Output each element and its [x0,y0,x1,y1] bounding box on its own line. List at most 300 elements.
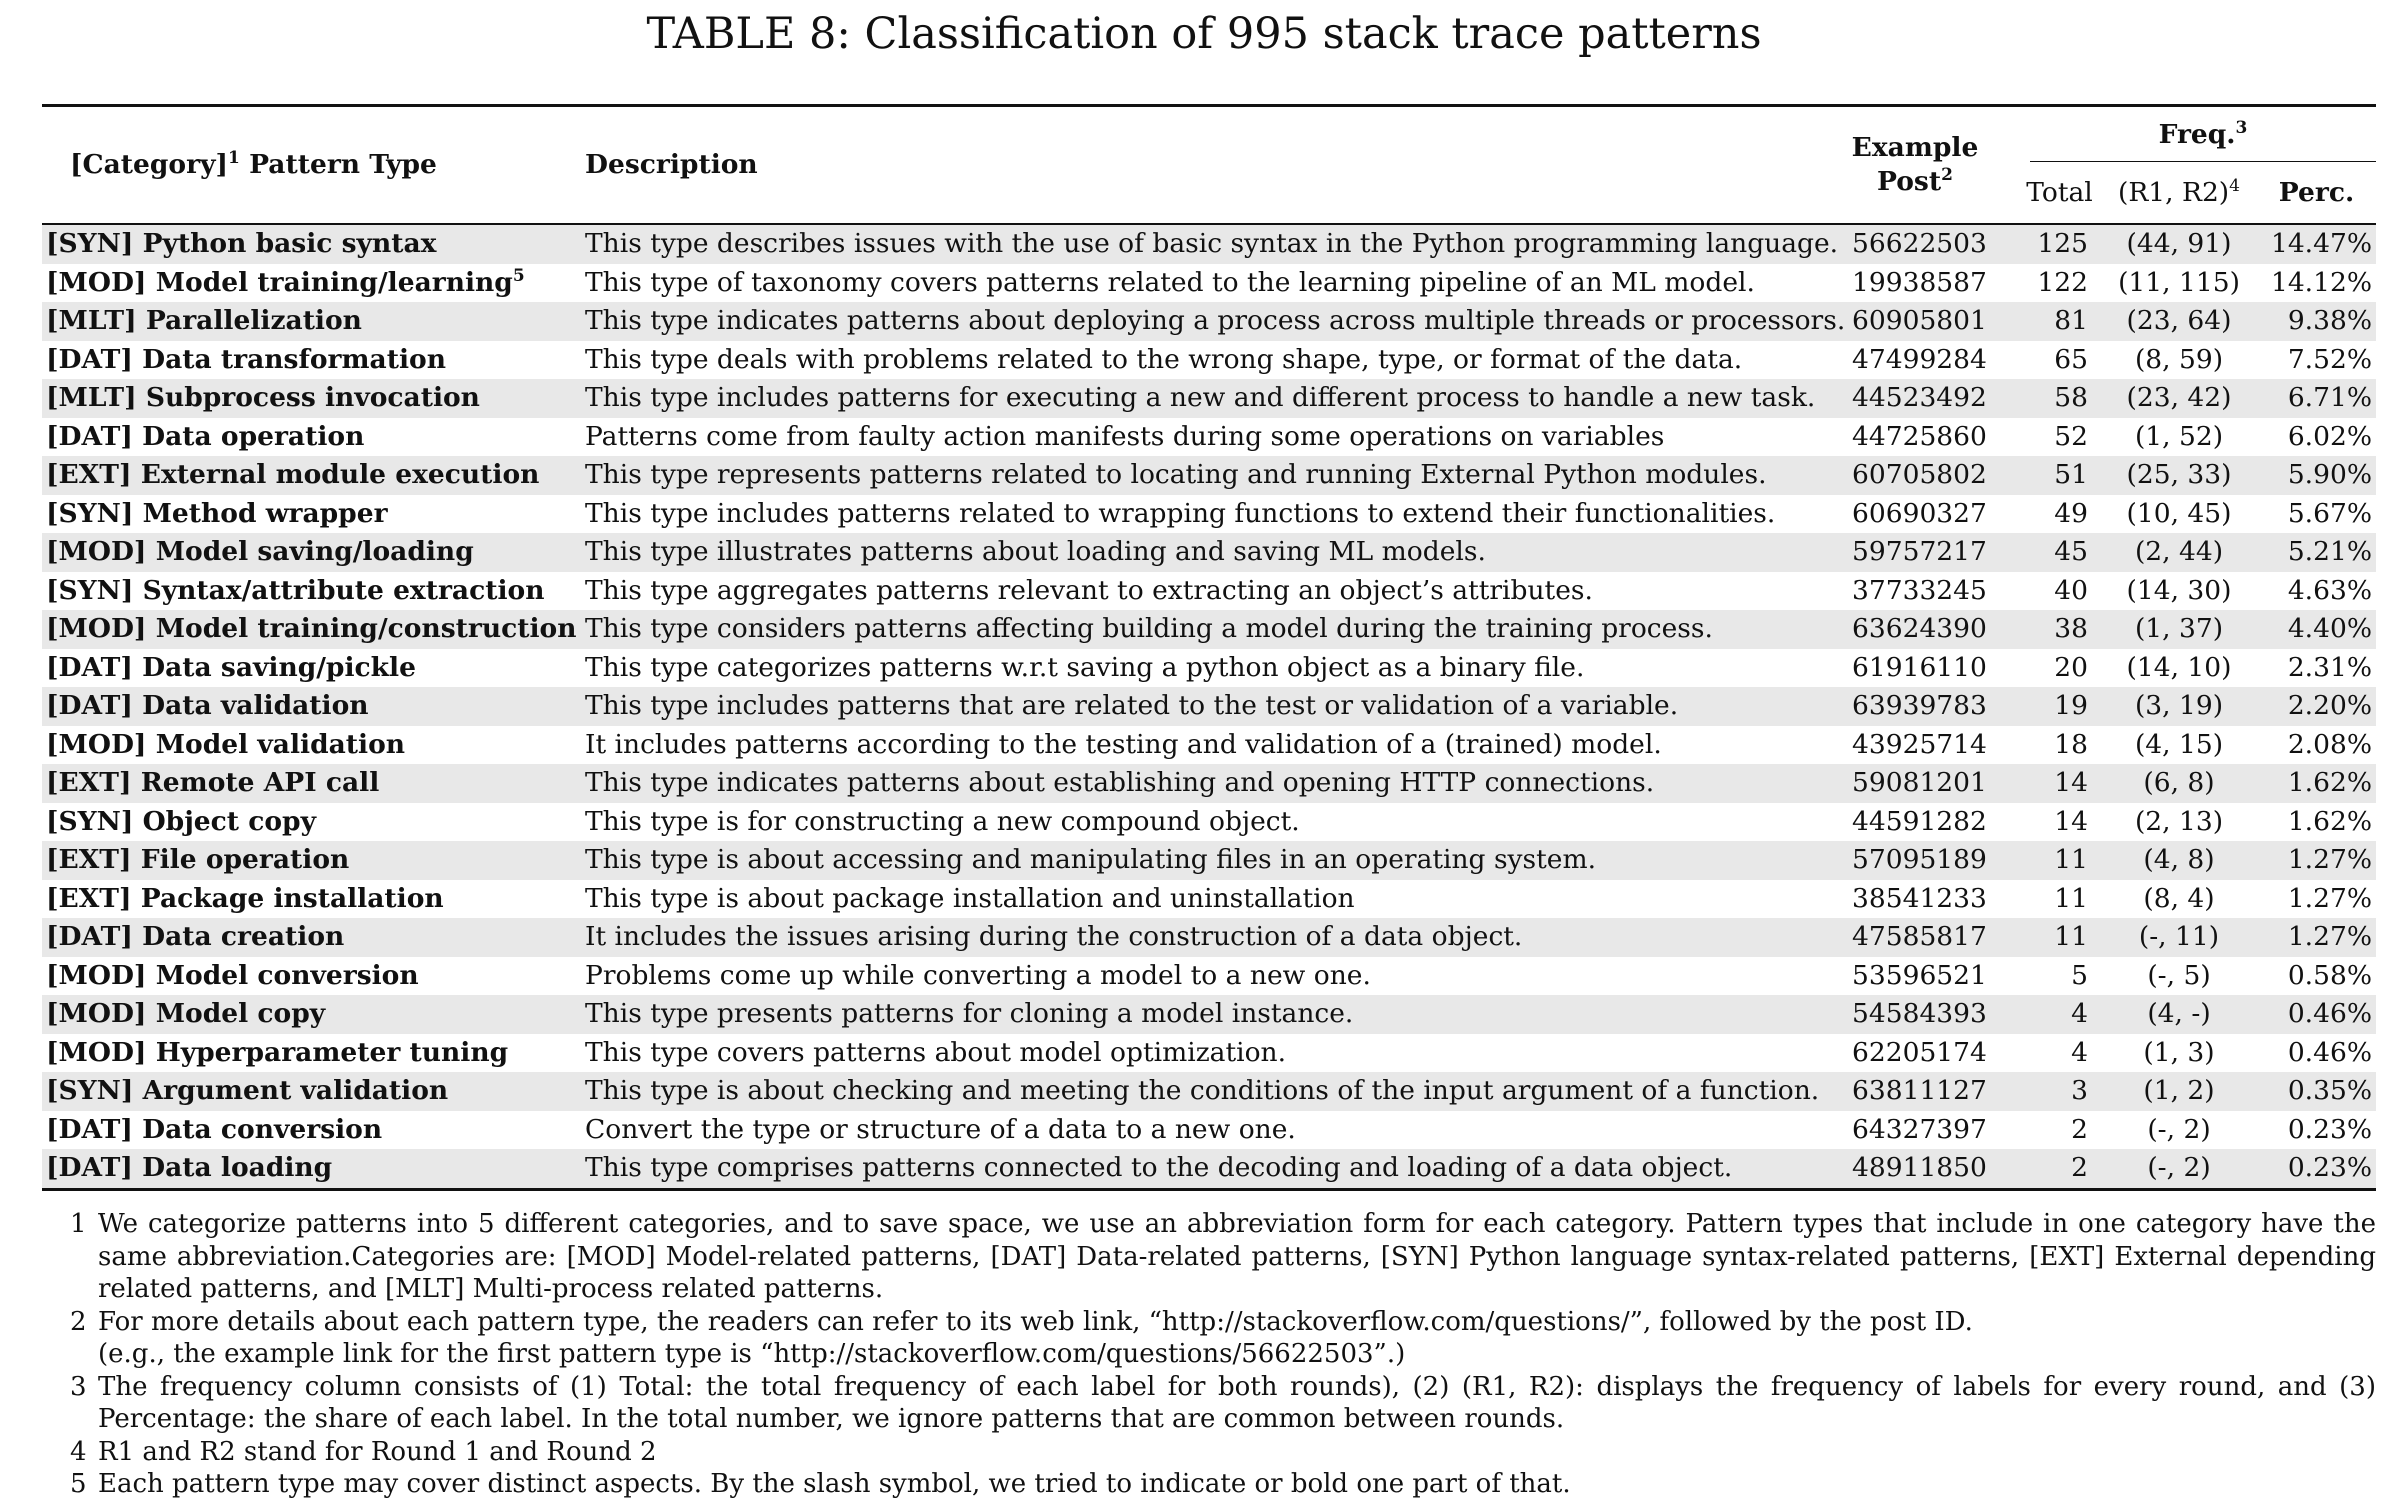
footnote-item [42,1468,2376,1501]
header-r1r2-label: (R1, R2) [2118,177,2230,208]
r1r2-cell-text: (4, 8) [2143,844,2215,876]
footnote-number: 4 [70,1436,87,1467]
pattern-type-cell [42,1034,573,1073]
percentage-cell [2257,649,2376,688]
table-row [42,841,2376,880]
pattern-type-cell-text: [SYN] Method wrapper [46,497,388,529]
example-post-cell-text: 44591282 [1852,805,1987,837]
percentage-cell-text: 2.31% [2287,651,2372,683]
header-freq-label: Freq. [2158,118,2236,150]
description-cell-text: This type is about accessing and manipulating files in an operating system. [585,844,1596,876]
pattern-type-cell [42,995,573,1034]
total-cell-text: 11 [2054,844,2088,876]
total-cell-text: 11 [2054,882,2088,914]
r1r2-cell [2101,995,2257,1034]
r1r2-cell-text: (6, 8) [2143,767,2215,799]
description-cell-text: This type includes patterns for executing a new and different process to handle a new task. [585,382,1816,414]
pattern-type-cell-text: [DAT] Data conversion [46,1113,383,1145]
total-cell-text: 20 [2054,651,2088,683]
r1r2-cell-text: (-, 2) [2147,1152,2211,1184]
example-post-cell-text: 59081201 [1852,767,1987,799]
example-post-cell [1812,264,2018,303]
pattern-type-cell-text: [EXT] Remote API call [46,767,380,799]
r1r2-cell-text: (-, 11) [2138,921,2220,953]
table-body [42,224,2376,1189]
pattern-type-cell-text: [DAT] Data saving/pickle [46,651,416,683]
r1r2-cell [2101,726,2257,765]
r1r2-cell [2101,1072,2257,1111]
r1r2-cell [2101,341,2257,380]
pattern-type-cell [42,379,573,418]
r1r2-cell [2101,302,2257,341]
r1r2-cell [2101,224,2257,264]
footnote-item [42,1306,2376,1371]
example-post-cell [1812,726,2018,765]
description-cell [573,1149,1812,1189]
pattern-type-cell [42,957,573,996]
description-cell [573,379,1816,418]
total-cell [2018,456,2101,495]
percentage-cell [2257,610,2376,649]
example-post-cell-text: 56622503 [1852,228,1987,260]
r1r2-cell-text: (14, 10) [2126,651,2232,683]
total-cell-text: 19 [2054,690,2088,722]
pattern-type-cell-text: [MOD] Model conversion [46,959,419,991]
description-cell [573,341,1812,380]
header-pattern-type-label: Pattern Type [239,149,437,180]
header-example-post [1812,106,2018,225]
r1r2-cell-text: (4, 15) [2134,728,2224,760]
example-post-cell [1812,418,2018,457]
table-row [42,379,2376,418]
table-row [42,610,2376,649]
total-cell [2018,957,2101,996]
pattern-type-cell-text: [MOD] Model training/construction [46,613,577,645]
description-cell [573,418,1812,457]
percentage-cell-text: 4.40% [2287,613,2372,645]
total-cell [2018,880,2101,919]
footnote-line: We categorize patterns into 5 different categories, and to save space, we use an abbreviation form for each category. Pattern types that include in one category have the same abbreviation.Categories are: [MOD] Model-related patterns, [DAT] Data-related patterns, [SYN] Python language syntax-related patterns, [EXT] External depending related patterns, and [MLT] Multi-process related patterns. [98,1209,2376,1304]
header-category-label: [Category] [70,149,229,180]
total-cell [2018,918,2101,957]
table-title: TABLE 8: Classification of 995 stack trace patterns [646,9,1762,59]
total-cell [2018,495,2101,534]
description-cell-text: This type covers patterns about model optimization. [585,1036,1287,1068]
example-post-cell-text: 43925714 [1852,728,1987,760]
percentage-cell-text: 7.52% [2287,343,2372,375]
table-row [42,764,2376,803]
r1r2-cell [2101,1149,2257,1189]
percentage-cell-text: 0.58% [2287,959,2372,991]
percentage-cell [2257,803,2376,842]
percentage-cell [2257,1034,2376,1073]
pattern-type-cell-text: [MOD] Model validation [46,728,406,760]
example-post-cell [1812,456,2018,495]
percentage-cell-text: 0.23% [2287,1152,2372,1184]
example-post-cell-text: 44725860 [1852,420,1987,452]
example-post-cell-text: 64327397 [1852,1113,1987,1145]
r1r2-cell-text: (11, 115) [2118,266,2240,298]
example-post-cell-text: 60705802 [1852,459,1987,491]
percentage-cell-text: 9.38% [2287,305,2372,337]
example-post-cell [1812,918,2018,957]
table-row [42,1034,2376,1073]
r1r2-cell-text: (1, 52) [2134,420,2224,452]
percentage-cell [2257,495,2376,534]
r1r2-cell [2101,1034,2257,1073]
total-cell [2018,341,2101,380]
table-row [42,649,2376,688]
footnote-number: 5 [70,1469,87,1499]
pattern-type-cell-text: [MLT] Parallelization [46,305,362,337]
percentage-cell [2257,418,2376,457]
total-cell-text: 58 [2054,382,2088,414]
description-cell [573,572,1812,611]
percentage-cell-text: 5.67% [2287,497,2372,529]
percentage-cell [2257,880,2376,919]
description-cell-text: This type categorizes patterns w.r.t saving a python object as a binary file. [585,651,1585,683]
total-cell [2018,726,2101,765]
percentage-cell [2257,1072,2376,1111]
description-cell [573,957,1812,996]
percentage-cell [2257,687,2376,726]
total-cell [2018,1111,2101,1150]
total-cell [2018,764,2101,803]
percentage-cell [2257,726,2376,765]
example-post-cell [1812,880,2018,919]
pattern-type-cell [42,418,573,457]
r1r2-cell-text: (1, 37) [2134,613,2224,645]
example-post-cell [1812,687,2018,726]
percentage-cell-text: 1.27% [2287,882,2372,914]
r1r2-cell-text: (-, 2) [2147,1113,2211,1145]
description-cell [573,533,1812,572]
table-row [42,456,2376,495]
r1r2-cell [2101,841,2257,880]
r1r2-cell [2101,610,2257,649]
example-post-cell-text: 60905801 [1852,305,1987,337]
footnotes [42,1208,2376,1501]
percentage-cell [2257,1111,2376,1150]
total-cell-text: 81 [2054,305,2088,337]
footnote-marker: 2 [1941,165,1953,186]
footnote-text [98,1371,2376,1436]
example-post-cell-text: 63811127 [1852,1075,1987,1107]
example-post-cell-text: 19938587 [1852,266,1987,298]
pattern-type-cell-text: [MOD] Model training/learning [46,266,513,298]
total-cell [2018,803,2101,842]
example-post-cell-text: 57095189 [1852,844,1987,876]
example-post-cell-text: 61916110 [1852,651,1987,683]
total-cell [2018,572,2101,611]
r1r2-cell [2101,918,2257,957]
example-post-cell-text: 63624390 [1852,613,1987,645]
r1r2-cell-text: (25, 33) [2126,459,2232,491]
r1r2-cell-text: (2, 44) [2134,536,2224,568]
r1r2-cell-text: (1, 2) [2143,1075,2215,1107]
header-pattern-type [42,106,573,225]
pattern-type-cell [42,880,573,919]
pattern-type-cell [42,610,577,649]
total-cell-text: 38 [2054,613,2088,645]
table-row [42,995,2376,1034]
pattern-type-cell-text: [DAT] Data loading [46,1152,333,1184]
table-row [42,302,2376,341]
footnote-text [98,1468,2376,1501]
r1r2-cell [2101,456,2257,495]
percentage-cell [2257,841,2376,880]
pattern-type-cell [42,1111,573,1150]
pattern-type-cell [42,224,573,264]
percentage-cell-text: 14.47% [2270,228,2372,260]
description-cell [573,302,1846,341]
pattern-type-cell-text: [EXT] Package installation [46,882,444,914]
total-cell [2018,224,2101,264]
r1r2-cell [2101,957,2257,996]
footnote-marker: 3 [2235,117,2248,138]
pattern-type-cell-text: [DAT] Data transformation [46,343,446,375]
total-cell-text: 45 [2054,536,2088,568]
pattern-type-cell [42,803,573,842]
total-cell-text: 5 [2071,959,2088,991]
table-row [42,418,2376,457]
example-post-cell [1812,1111,2018,1150]
pattern-type-cell [42,841,573,880]
pattern-type-cell-text: [SYN] Syntax/attribute extraction [46,574,545,606]
example-post-cell [1812,764,2018,803]
table-row [42,533,2376,572]
total-cell-text: 51 [2054,459,2088,491]
table-row [42,918,2376,957]
example-post-cell [1812,379,2018,418]
percentage-cell [2257,264,2376,303]
total-cell [2018,533,2101,572]
header-freq [2018,106,2376,164]
description-cell [573,1111,1812,1150]
pattern-type-cell [42,764,573,803]
percentage-cell [2257,302,2376,341]
total-cell-text: 4 [2071,998,2088,1030]
pattern-type-cell [42,918,573,957]
description-cell [573,687,1812,726]
r1r2-cell-text: (23, 64) [2126,305,2232,337]
footnote-line: For more details about each pattern type, the readers can refer to its web link, “http://stackoverflow.com/questions/”, followed by the post ID. [98,1306,1973,1337]
example-post-cell [1812,1149,2018,1189]
example-post-cell-text: 44523492 [1852,382,1987,414]
percentage-cell [2257,341,2376,380]
total-cell-text: 40 [2054,574,2088,606]
percentage-cell-text: 6.71% [2287,382,2372,414]
example-post-cell [1812,803,2018,842]
percentage-cell-text: 2.20% [2287,690,2372,722]
footnote-number: 3 [70,1371,87,1402]
footnote-text [98,1436,2376,1469]
total-cell-text: 122 [2037,266,2088,298]
total-cell [2018,687,2101,726]
total-cell [2018,841,2101,880]
r1r2-cell [2101,1111,2257,1150]
description-cell-text: This type presents patterns for cloning a model instance. [585,998,1354,1030]
table-row [42,880,2376,919]
r1r2-cell-text: (3, 19) [2134,690,2224,722]
r1r2-cell-text: (4, -) [2147,998,2211,1030]
example-post-cell [1812,341,2018,380]
r1r2-cell [2101,572,2257,611]
example-post-cell [1812,1072,2018,1111]
description-cell-text: Patterns come from faulty action manifests during some operations on variables [585,420,1665,452]
pattern-type-cell-text: [EXT] External module execution [46,459,540,491]
header-total: Total [2026,177,2093,208]
description-cell-text: This type is about package installation and uninstallation [585,882,1355,914]
percentage-cell-text: 2.08% [2287,728,2372,760]
pattern-type-cell [42,302,573,341]
pattern-type-cell-text: [MOD] Hyperparameter tuning [46,1036,509,1068]
footnote-text [98,1306,2376,1371]
table-row [42,957,2376,996]
description-cell [573,803,1812,842]
pattern-type-cell [42,456,573,495]
description-cell [573,264,1812,303]
description-cell [573,649,1812,688]
percentage-cell-text: 4.63% [2287,574,2372,606]
r1r2-cell [2101,418,2257,457]
table-row [42,224,2376,264]
table-row [42,264,2376,303]
total-cell-text: 52 [2054,420,2088,452]
description-cell-text: This type considers patterns affecting building a model during the training process. [585,613,1713,645]
table-row [42,803,2376,842]
example-post-cell-text: 59757217 [1852,536,1987,568]
pattern-type-cell [42,1072,573,1111]
total-cell [2018,379,2101,418]
total-cell [2018,1149,2101,1189]
description-cell-text: This type includes patterns that are related to the test or validation of a variable. [585,690,1679,722]
example-post-cell [1812,957,2018,996]
percentage-cell-text: 0.23% [2287,1113,2372,1145]
description-cell-text: This type illustrates patterns about loading and saving ML models. [585,536,1486,568]
percentage-cell [2257,957,2376,996]
pattern-type-cell [42,495,573,534]
description-cell [573,610,1812,649]
pattern-type-cell [42,341,573,380]
r1r2-cell-text: (2, 13) [2134,805,2224,837]
description-cell [573,224,1839,264]
example-post-cell-text: 37733245 [1852,574,1987,606]
example-post-cell-text: 63939783 [1852,690,1987,722]
r1r2-cell [2101,880,2257,919]
example-post-cell-text: 47585817 [1852,921,1987,953]
pattern-type-cell-text: [DAT] Data operation [46,420,365,452]
header-example-line1: Example [1851,132,1979,163]
footnote-item [42,1208,2376,1306]
pattern-type-cell-text: [MOD] Model copy [46,998,326,1030]
description-cell [573,995,1812,1034]
r1r2-cell-text: (23, 42) [2126,382,2232,414]
percentage-cell-text: 1.62% [2287,767,2372,799]
description-cell-text: This type represents patterns related to locating and running External Python modules. [585,459,1767,491]
table-row [42,495,2376,534]
percentage-cell-text: 0.35% [2287,1075,2372,1107]
total-cell [2018,610,2101,649]
pattern-type-cell-text: [SYN] Python basic syntax [46,228,437,260]
r1r2-cell-text: (10, 45) [2126,497,2232,529]
table-row [42,726,2376,765]
total-cell [2018,1034,2101,1073]
description-cell [573,1072,1820,1111]
example-post-cell-text: 54584393 [1852,998,1987,1030]
example-post-cell-text: 47499284 [1852,343,1987,375]
description-cell-text: This type is about checking and meeting the conditions of the input argument of a function. [585,1075,1820,1107]
footnote-text [98,1208,2376,1306]
percentage-cell-text: 1.27% [2287,844,2372,876]
table-header [42,106,2376,225]
pattern-type-cell-text: [EXT] File operation [46,844,350,876]
pattern-type-cell-text: [MOD] Model saving/loading [46,536,474,568]
description-cell-text: This type includes patterns related to wrapping functions to extend their functionalities. [585,497,1776,529]
footnote-item [42,1436,2376,1469]
footnote-marker: 1 [228,148,240,169]
r1r2-cell-text: (8, 4) [2143,882,2215,914]
table-row [42,1149,2376,1189]
footnote-number: 2 [70,1306,87,1337]
pattern-type-cell [42,572,573,611]
percentage-cell [2257,572,2376,611]
percentage-cell [2257,533,2376,572]
description-cell-text: This type indicates patterns about deploying a process across multiple threads or processors. [585,305,1846,337]
pattern-type-cell [42,1149,573,1189]
total-cell-text: 4 [2071,1036,2088,1068]
example-post-cell [1812,610,2018,649]
percentage-cell [2257,995,2376,1034]
r1r2-cell [2101,649,2257,688]
description-cell [573,495,1812,534]
example-post-cell [1812,572,2018,611]
percentage-cell [2257,764,2376,803]
footnote-line: The frequency column consists of (1) Total: the total frequency of each label for both rounds), (2) (R1, R2): displays the frequency of labels for every round, and (3) Percentage: the share of each label. In the total number, we ignore patterns that are common between rounds. [98,1371,2376,1434]
total-cell [2018,1072,2101,1111]
pattern-type-cell-text: [DAT] Data validation [46,690,369,722]
total-cell-text: 125 [2037,228,2088,260]
percentage-cell-text: 5.21% [2287,536,2372,568]
description-cell-text: This type aggregates patterns relevant to extracting an object’s attributes. [585,574,1593,606]
description-cell-text: It includes the issues arising during the construction of a data object. [585,921,1523,953]
pattern-type-cell-text: [SYN] Object copy [46,805,316,837]
description-cell [573,841,1812,880]
description-cell-text: Convert the type or structure of a data to a new one. [585,1113,1296,1145]
description-cell [573,880,1812,919]
description-cell [573,726,1812,765]
percentage-cell-text: 0.46% [2287,1036,2372,1068]
example-post-cell [1812,1034,2018,1073]
total-cell-text: 2 [2071,1113,2088,1145]
r1r2-cell [2101,495,2257,534]
percentage-cell-text: 6.02% [2287,420,2372,452]
description-cell [573,456,1812,495]
r1r2-cell [2101,764,2257,803]
header-description: Description [585,149,758,180]
pattern-type-cell-text: [MLT] Subprocess invocation [46,382,480,414]
pattern-type-cell [42,649,573,688]
r1r2-cell [2101,533,2257,572]
percentage-cell [2257,456,2376,495]
percentage-cell [2257,379,2376,418]
total-cell-text: 2 [2071,1152,2088,1184]
pattern-type-cell [42,687,573,726]
r1r2-cell [2101,264,2257,303]
pattern-type-cell-text: [DAT] Data creation [46,921,345,953]
r1r2-cell-text: (14, 30) [2126,574,2232,606]
example-post-cell [1812,649,2018,688]
